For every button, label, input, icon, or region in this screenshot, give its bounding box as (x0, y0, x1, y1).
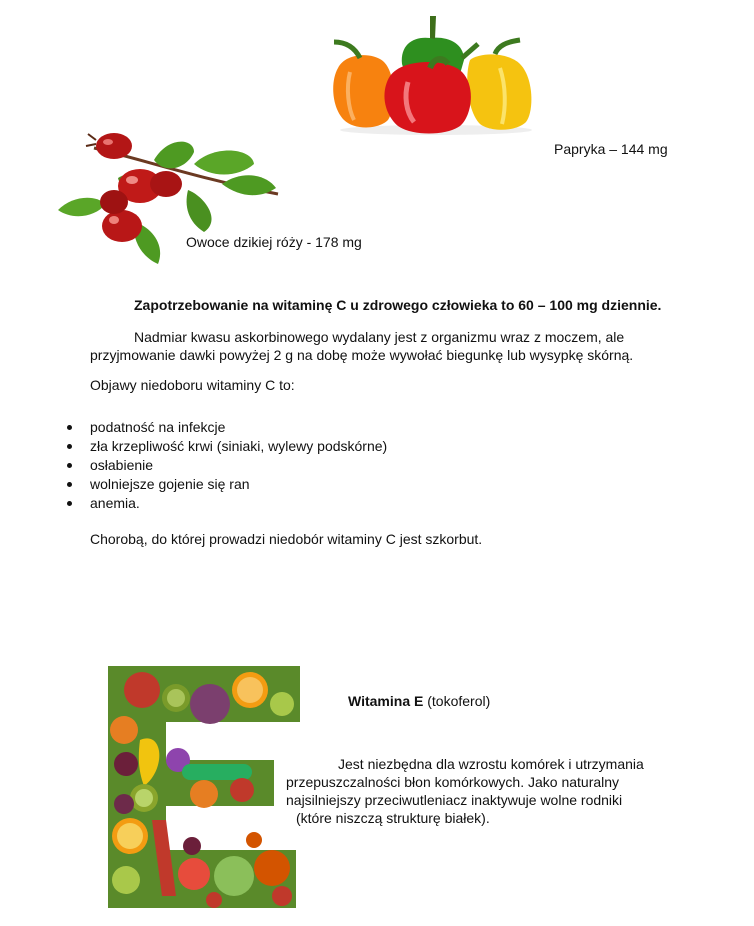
symptom-text: zła krzepliwość krwi (siniaki, wylewy podskórne) (90, 438, 388, 454)
vitamin-e-title: Witamina E (348, 693, 424, 709)
symptoms-intro: Objawy niedoboru witaminy C to: (90, 377, 295, 393)
list-item (90, 437, 387, 456)
bullet-icon (67, 444, 72, 449)
bullet-icon (67, 425, 72, 430)
vitamin-e-body-line-3: najsilniejszy przeciwutleniacz inaktywuje wolne rodniki (286, 792, 623, 808)
rosehip-caption: Owoce dzikiej róży - 178 mg (186, 234, 362, 250)
list-item (90, 418, 387, 437)
vitamin-e-body-line-1: Jest niezbędna dla wzrostu komórek i utrzymania (338, 756, 644, 772)
symptom-text: osłabienie (90, 457, 154, 473)
vitamin-c-excess-line-2: przyjmowanie dawki powyżej 2 g na dobę może wywołać biegunkę lub wysypkę skórną. (90, 347, 634, 363)
disease-statement: Chorobą, do której prowadzi niedobór witaminy C jest szkorbut. (90, 531, 483, 547)
list-item (90, 475, 387, 494)
symptom-text: wolniejsze gojenie się ran (90, 476, 250, 492)
bullet-icon (67, 482, 72, 487)
symptom-text: podatność na infekcje (90, 419, 226, 435)
list-item (90, 456, 387, 475)
vitamin-e-subtitle: (tokoferol) (427, 693, 491, 709)
peppers-image (330, 12, 542, 136)
vitamin-e-body-line-4: (które niszczą strukturę białek). (296, 810, 490, 826)
vitamin-e-heading (348, 692, 490, 710)
symptoms-list (90, 418, 387, 513)
bullet-icon (67, 463, 72, 468)
symptom-text: anemia. (90, 495, 140, 511)
peppers-caption: Papryka – 144 mg (554, 141, 668, 157)
fruit-letter-e-image (104, 660, 304, 912)
vitamin-e-body-line-2: przepuszczalności błon komórkowych. Jako naturalny (286, 774, 620, 790)
vitamin-c-excess-line-1: Nadmiar kwasu askorbinowego wydalany jest z organizmu wraz z moczem, ale (134, 329, 625, 345)
bullet-icon (67, 501, 72, 506)
list-item (90, 494, 387, 513)
vitamin-c-requirement: Zapotrzebowanie na witaminę C u zdrowego człowieka to 60 – 100 mg dziennie. (134, 297, 662, 313)
